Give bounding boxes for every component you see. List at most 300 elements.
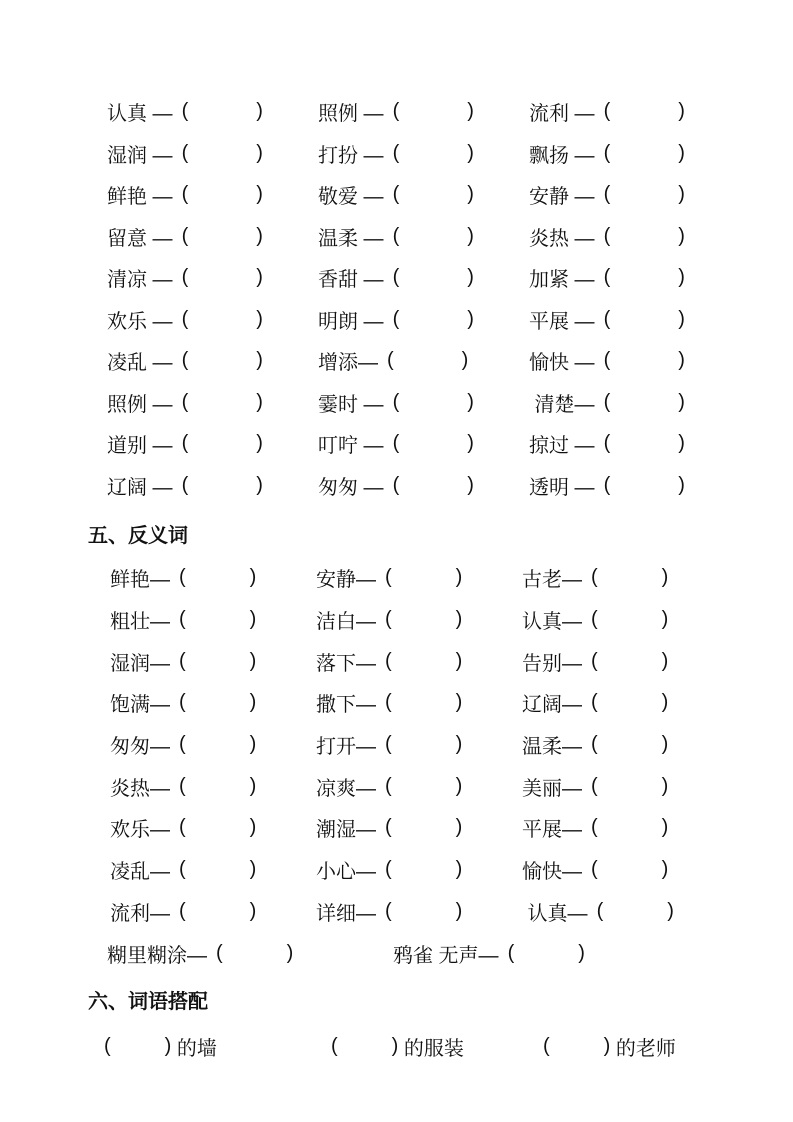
answer-blank [188, 277, 256, 278]
word-pair-cell [110, 855, 316, 884]
word-pair-cell [322, 1032, 534, 1061]
word-pair-row [0, 91, 793, 133]
close-paren: ) [391, 1034, 399, 1057]
open-paren: ( [179, 566, 186, 589]
synonyms-section [0, 91, 793, 506]
answer-blank [610, 277, 678, 278]
answer-blank [186, 619, 250, 620]
open-paren: ( [591, 691, 598, 714]
word-pair-row [0, 340, 793, 382]
word-pair-row [0, 891, 793, 933]
word-pair-cell [107, 305, 318, 334]
word-pair-cell [318, 305, 529, 334]
close-paren: ) [256, 266, 263, 289]
word-pair-cell [318, 471, 529, 500]
answer-blank [610, 236, 678, 237]
pair-word: 鲜艳 — [107, 186, 173, 209]
pair-word: 打扮 — [318, 144, 384, 167]
open-paren: ( [104, 1034, 111, 1057]
word-pair-cell [316, 605, 522, 634]
answer-blank [186, 786, 250, 787]
close-paren: ) [256, 349, 263, 372]
close-paren: ) [249, 899, 257, 922]
word-pair-row [0, 724, 793, 766]
word-pair-cell [110, 730, 316, 759]
close-paren: ) [678, 100, 685, 123]
open-paren: ( [216, 941, 223, 964]
antonyms-section [0, 557, 793, 974]
open-paren: ( [591, 733, 598, 756]
answer-blank [399, 236, 467, 237]
word-pair-cell [534, 1032, 676, 1061]
pair-word: 炎热— [110, 777, 170, 800]
close-paren: ) [249, 858, 257, 881]
answer-blank [399, 153, 467, 154]
word-pair-row [0, 1026, 793, 1067]
word-pair-cell [316, 688, 522, 717]
answer-blank [186, 661, 250, 662]
word-pair-cell [110, 688, 316, 717]
answer-blank [186, 702, 250, 703]
close-paren: ) [164, 1034, 172, 1057]
pair-word: 照例 — [107, 393, 173, 416]
close-paren: ) [455, 816, 463, 839]
pair-word: 告别— [522, 652, 582, 675]
answer-blank [188, 194, 256, 195]
pair-word: 透明 — [529, 476, 595, 499]
open-paren: ( [392, 266, 400, 289]
open-paren: ( [603, 141, 611, 164]
close-paren: ) [661, 774, 669, 797]
answer-blank [223, 953, 287, 954]
pair-word: 平展— [522, 819, 582, 842]
open-paren: ( [603, 390, 611, 413]
word-pair-row [0, 765, 793, 807]
open-paren: ( [179, 691, 186, 714]
pair-word: 粗壮— [110, 611, 170, 634]
pair-word: 辽阔 — [107, 476, 173, 499]
pair-word: 凉爽— [316, 777, 376, 800]
close-paren: ) [678, 349, 685, 372]
answer-blank [598, 577, 662, 578]
close-paren: ) [467, 390, 474, 413]
pair-word: 小心— [316, 861, 376, 884]
word-pair-cell [393, 939, 585, 968]
close-paren: ) [455, 733, 463, 756]
open-paren: ( [179, 858, 186, 881]
answer-blank [598, 619, 662, 620]
answer-blank [188, 319, 256, 320]
open-paren: ( [392, 390, 400, 413]
open-paren: ( [181, 473, 189, 496]
word-pair-row [0, 299, 793, 341]
pair-word: 凌乱— [110, 861, 170, 884]
pair-word: 撒下— [316, 694, 376, 717]
open-paren: ( [591, 816, 598, 839]
open-paren: ( [181, 307, 189, 330]
open-paren: ( [181, 183, 189, 206]
answer-blank [610, 153, 678, 154]
close-paren: ) [467, 141, 474, 164]
open-paren: ( [385, 566, 392, 589]
answer-blank [186, 869, 250, 870]
word-pair-cell [529, 263, 685, 292]
word-pair-cell [318, 346, 529, 375]
pair-word: 清凉 — [107, 269, 173, 292]
word-pair-cell [529, 305, 685, 334]
pair-word: 愉快— [522, 861, 582, 884]
close-paren: ) [467, 473, 474, 496]
open-paren: ( [179, 899, 186, 922]
open-paren: ( [507, 941, 515, 964]
pair-word: 鸦雀 无声— [393, 944, 499, 967]
pair-word: 增添— [318, 352, 378, 375]
pair-word: 认真 — [107, 103, 173, 126]
answer-blank [111, 1046, 165, 1047]
open-paren: ( [392, 224, 400, 247]
open-paren: ( [392, 183, 400, 206]
answer-blank [188, 111, 256, 112]
answer-blank [550, 1046, 604, 1047]
close-paren: ) [661, 816, 669, 839]
pair-word: 湿润— [110, 652, 170, 675]
word-pair-cell [522, 563, 668, 592]
pair-word: 安静 — [529, 186, 595, 209]
word-pair-cell [522, 688, 668, 717]
word-pair-cell [316, 855, 522, 884]
open-paren: ( [385, 691, 392, 714]
close-paren: ) [249, 816, 257, 839]
open-paren: ( [179, 733, 186, 756]
pair-word: 流利— [110, 902, 170, 925]
answer-blank [399, 111, 467, 112]
answer-blank [392, 869, 456, 870]
word-pair-cell [529, 388, 685, 417]
answer-blank [610, 319, 678, 320]
open-paren: ( [385, 816, 392, 839]
open-paren: ( [603, 100, 611, 123]
open-paren: ( [591, 774, 598, 797]
answer-blank [392, 619, 456, 620]
pair-word: 欢乐— [110, 819, 170, 842]
word-pair-cell [522, 647, 668, 676]
word-pair-cell [110, 897, 316, 926]
pair-word: 加紧 — [529, 269, 595, 292]
answer-blank [338, 1046, 392, 1047]
close-paren: ) [249, 733, 257, 756]
pair-word: 凌乱 — [107, 352, 173, 375]
answer-blank [399, 485, 467, 486]
answer-blank [610, 111, 678, 112]
word-pair-cell [110, 772, 316, 801]
word-pair-cell [318, 429, 529, 458]
open-paren: ( [181, 349, 189, 372]
pair-word: 认真— [522, 902, 588, 925]
close-paren: ) [661, 566, 669, 589]
open-paren: ( [603, 307, 611, 330]
open-paren: ( [392, 473, 400, 496]
open-paren: ( [385, 649, 392, 672]
open-paren: ( [385, 733, 392, 756]
pair-word: 详细— [316, 902, 376, 925]
word-pair-cell [110, 813, 316, 842]
answer-blank [399, 402, 467, 403]
word-pair-cell [107, 222, 318, 251]
open-paren: ( [179, 774, 186, 797]
answer-blank [399, 319, 467, 320]
word-pair-cell [522, 772, 668, 801]
pair-word: 温柔— [522, 736, 582, 759]
close-paren: ) [603, 1034, 611, 1057]
word-pair-row [0, 599, 793, 641]
open-paren: ( [385, 608, 392, 631]
word-pair-row [0, 849, 793, 891]
word-pair-cell [529, 139, 685, 168]
word-pair-cell [318, 263, 529, 292]
answer-blank [399, 194, 467, 195]
word-pair-cell [529, 471, 685, 500]
open-paren: ( [543, 1034, 550, 1057]
open-paren: ( [181, 141, 189, 164]
open-paren: ( [181, 432, 189, 455]
answer-blank [610, 402, 678, 403]
close-paren: ) [455, 649, 463, 672]
pair-word: 敬爱 — [318, 186, 384, 209]
word-pair-cell [107, 471, 318, 500]
answer-blank [399, 277, 467, 278]
word-pair-cell [107, 346, 318, 375]
pair-word: 的服装 [398, 1037, 464, 1060]
close-paren: ) [667, 899, 674, 922]
pair-word: 欢乐 — [107, 310, 173, 333]
open-paren: ( [181, 224, 189, 247]
close-paren: ) [467, 224, 474, 247]
answer-blank [603, 911, 667, 912]
open-paren: ( [179, 649, 186, 672]
answer-blank [399, 443, 467, 444]
close-paren: ) [455, 774, 463, 797]
answer-blank [392, 702, 456, 703]
pair-word: 的老师 [610, 1037, 676, 1060]
word-pair-cell [110, 605, 316, 634]
close-paren: ) [678, 266, 685, 289]
close-paren: ) [249, 608, 257, 631]
pair-word: 的墙 [171, 1037, 217, 1060]
close-paren: ) [678, 390, 685, 413]
pair-word: 糊里糊涂— [107, 944, 207, 967]
answer-blank [610, 485, 678, 486]
pair-word: 炎热 — [529, 227, 595, 250]
answer-blank [186, 911, 250, 912]
pair-word: 愉快 — [529, 352, 595, 375]
close-paren: ) [467, 266, 474, 289]
close-paren: ) [467, 183, 474, 206]
word-pair-cell [522, 813, 668, 842]
open-paren: ( [603, 266, 611, 289]
open-paren: ( [179, 608, 186, 631]
close-paren: ) [455, 691, 463, 714]
open-paren: ( [392, 307, 400, 330]
word-pair-cell [110, 563, 316, 592]
word-pair-row [0, 174, 793, 216]
answer-blank [598, 869, 662, 870]
close-paren: ) [256, 141, 263, 164]
pair-word: 辽阔— [522, 694, 582, 717]
close-paren: ) [678, 141, 685, 164]
pair-word: 打开— [316, 736, 376, 759]
open-paren: ( [181, 266, 189, 289]
open-paren: ( [181, 100, 189, 123]
pair-word: 认真— [522, 611, 582, 634]
close-paren: ) [455, 566, 463, 589]
open-paren: ( [385, 774, 392, 797]
word-pair-cell [529, 180, 685, 209]
pair-word: 安静— [316, 569, 376, 592]
word-pair-cell [318, 97, 529, 126]
antonyms-heading: 五、反义词 [88, 525, 188, 547]
close-paren: ) [256, 100, 263, 123]
close-paren: ) [661, 691, 669, 714]
close-paren: ) [461, 349, 469, 372]
open-paren: ( [603, 183, 611, 206]
pair-word: 鲜艳— [110, 569, 170, 592]
open-paren: ( [603, 349, 611, 372]
word-pair-cell [316, 730, 522, 759]
word-pair-cell [522, 855, 668, 884]
word-pair-cell [107, 139, 318, 168]
word-pair-cell [316, 563, 522, 592]
word-pair-cell [107, 180, 318, 209]
pair-word: 叮咛 — [318, 435, 384, 458]
open-paren: ( [591, 649, 598, 672]
pair-word: 留意 — [107, 227, 173, 250]
answer-blank [392, 744, 456, 745]
word-pair-cell [107, 97, 318, 126]
word-pair-cell [318, 180, 529, 209]
pair-word: 飘扬 — [529, 144, 595, 167]
word-pair-cell [95, 1032, 322, 1061]
word-pair-row [0, 216, 793, 258]
pair-word: 清楚— [529, 393, 595, 416]
pair-word: 平展 — [529, 310, 595, 333]
pair-word: 道别 — [107, 435, 173, 458]
answer-blank [392, 911, 456, 912]
pair-word: 照例 — [318, 103, 384, 126]
pair-word: 饱满— [110, 694, 170, 717]
word-pair-row [0, 423, 793, 465]
pair-word: 洁白— [316, 611, 376, 634]
open-paren: ( [387, 349, 394, 372]
close-paren: ) [661, 858, 669, 881]
word-pair-cell [522, 605, 668, 634]
close-paren: ) [467, 307, 474, 330]
answer-blank [610, 194, 678, 195]
answer-blank [598, 827, 662, 828]
answer-blank [394, 360, 462, 361]
answer-blank [186, 577, 250, 578]
close-paren: ) [455, 858, 463, 881]
word-pair-row [0, 807, 793, 849]
pair-word: 古老— [522, 569, 582, 592]
close-paren: ) [286, 941, 294, 964]
word-pair-row [0, 382, 793, 424]
word-pair-row [0, 932, 793, 974]
close-paren: ) [455, 899, 463, 922]
close-paren: ) [249, 774, 257, 797]
word-pair-cell [318, 222, 529, 251]
answer-blank [186, 744, 250, 745]
answer-blank [188, 402, 256, 403]
open-paren: ( [385, 899, 392, 922]
answer-blank [188, 485, 256, 486]
word-pair-cell [107, 939, 393, 968]
word-pair-cell [316, 897, 522, 926]
pair-word: 香甜 — [318, 269, 384, 292]
answer-blank [188, 360, 256, 361]
answer-blank [610, 443, 678, 444]
pair-word: 明朗 — [318, 310, 384, 333]
word-pair-row [0, 257, 793, 299]
answer-blank [610, 360, 678, 361]
word-pair-cell [529, 429, 685, 458]
answer-blank [598, 702, 662, 703]
open-paren: ( [603, 224, 611, 247]
answer-blank [392, 786, 456, 787]
word-pair-cell [529, 222, 685, 251]
word-pair-cell [110, 647, 316, 676]
collocation-heading: 六、词语搭配 [88, 990, 208, 1013]
word-pair-cell [318, 139, 529, 168]
open-paren: ( [179, 816, 186, 839]
close-paren: ) [249, 566, 257, 589]
answer-blank [188, 443, 256, 444]
pair-word: 湿润 — [107, 144, 173, 167]
close-paren: ) [678, 432, 685, 455]
close-paren: ) [467, 432, 474, 455]
open-paren: ( [392, 100, 400, 123]
close-paren: ) [256, 390, 263, 413]
open-paren: ( [603, 473, 611, 496]
close-paren: ) [678, 473, 685, 496]
answer-blank [392, 827, 456, 828]
pair-word: 匆匆 — [318, 476, 384, 499]
open-paren: ( [392, 141, 400, 164]
word-pair-cell [316, 647, 522, 676]
pair-word: 匆匆— [110, 736, 170, 759]
open-paren: ( [603, 432, 611, 455]
answer-blank [188, 236, 256, 237]
word-pair-cell [316, 813, 522, 842]
open-paren: ( [392, 432, 400, 455]
close-paren: ) [661, 649, 669, 672]
answer-blank [598, 786, 662, 787]
word-pair-cell [529, 346, 685, 375]
word-pair-cell [107, 429, 318, 458]
word-pair-cell [107, 263, 318, 292]
open-paren: ( [591, 608, 598, 631]
close-paren: ) [256, 224, 263, 247]
open-paren: ( [591, 566, 598, 589]
word-pair-cell [107, 388, 318, 417]
collocation-section [0, 1026, 793, 1067]
answer-blank [514, 953, 578, 954]
pair-word: 流利 — [529, 103, 595, 126]
close-paren: ) [256, 307, 263, 330]
close-paren: ) [678, 307, 685, 330]
close-paren: ) [249, 649, 257, 672]
close-paren: ) [256, 473, 263, 496]
close-paren: ) [678, 224, 685, 247]
